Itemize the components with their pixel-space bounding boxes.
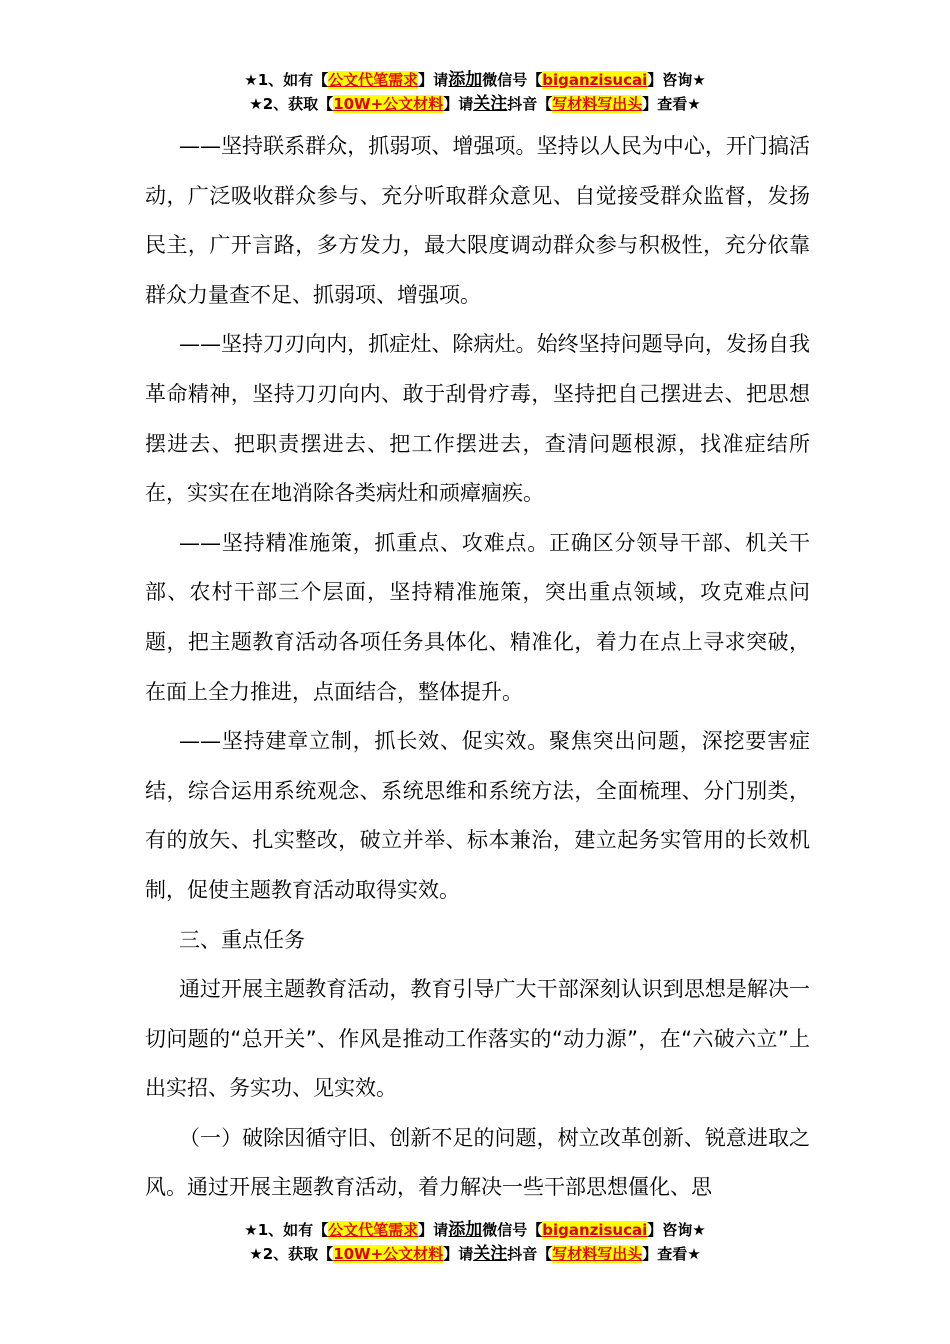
star-icon: ★ — [249, 1245, 263, 1263]
banner-line-1 — [0, 1218, 950, 1242]
highlight-wechat-id: biganzisucai — [542, 71, 648, 89]
banner-text: 】请 — [443, 95, 474, 113]
banner-text: 】咨询 — [647, 1221, 693, 1239]
emphasis-add: 添加 — [448, 1220, 483, 1240]
banner-text: 抖音【 — [507, 95, 553, 113]
banner-text: 】请 — [443, 1245, 474, 1263]
paragraph-principle-masses: ——坚持联系群众，抓弱项、增强项。坚持以人民为中心，开门搞活动，广泛吸收群众参与、充分听取群众意见、自觉接受群众监督，发扬民主，广开言路，多方发力，最大限度调动群众参与积极性，充分依靠群众力量查不足、抓弱项、增强项。 — [145, 134, 810, 307]
banner-text: 1、如有【 — [257, 71, 329, 89]
banner-line-2 — [0, 1242, 950, 1266]
document-body — [145, 122, 810, 1213]
banner-text: 1、如有【 — [257, 1221, 329, 1239]
banner-text: 】请 — [418, 71, 449, 89]
banner-text: 2、获取【 — [262, 95, 334, 113]
header-banner-top — [0, 68, 950, 116]
highlight-materials: 10W+公文材料 — [333, 95, 444, 113]
star-icon: ★ — [692, 71, 706, 89]
star-icon: ★ — [692, 1221, 706, 1239]
highlight-wechat-id: biganzisucai — [542, 1221, 648, 1239]
banner-text: 2、获取【 — [262, 1245, 334, 1263]
header-banner-bottom — [0, 1218, 950, 1266]
banner-text: 】咨询 — [647, 71, 693, 89]
banner-text: 抖音【 — [507, 1245, 553, 1263]
star-icon: ★ — [687, 95, 701, 113]
star-icon: ★ — [249, 95, 263, 113]
banner-text: 】请 — [418, 1221, 449, 1239]
highlight-douyin: 写材料写出头 — [552, 1245, 643, 1263]
paragraph-task-one: （一）破除因循守旧、创新不足的问题，树立改革创新、锐意进取之风。通过开展主题教育活动，着力解决一些干部思想僵化、思 — [145, 1125, 810, 1200]
banner-line-1 — [0, 68, 950, 92]
banner-text: 】查看 — [642, 1245, 688, 1263]
star-icon: ★ — [244, 71, 258, 89]
highlight-service: 公文代笔需求 — [328, 1221, 419, 1239]
emphasis-follow: 关注 — [473, 94, 508, 114]
paragraph-principle-institution: ——坚持建章立制，抓长效、促实效。聚焦突出问题，深挖要害症结，综合运用系统观念、系统思维和系统方法，全面梳理、分门别类，有的放矢、扎实整改，破立并举、标本兼治，建立起务实管用的长效机制，促使主题教育活动取得实效。 — [145, 729, 810, 902]
paragraph-principle-precision: ——坚持精准施策，抓重点、攻难点。正确区分领导干部、机关干部、农村干部三个层面，坚持精准施策，突出重点领域，攻克难点问题，把主题教育活动各项任务具体化、精准化，着力在点上寻求突破，在面上全力推进，点面结合，整体提升。 — [145, 530, 810, 704]
banner-text: 微信号【 — [482, 1221, 543, 1239]
paragraph-key-tasks-intro: 通过开展主题教育活动，教育引导广大干部深刻认识到思想是解决一切问题的“总开关”、作风是推动工作落实的“动力源”，在“六破六立”上出实招、务实功、见实效。 — [145, 977, 810, 1101]
paragraph-principle-self-revolution: ——坚持刀刃向内，抓症灶、除病灶。始终坚持问题导向，发扬自我革命精神，坚持刀刃向内、敢于刮骨疗毒，坚持把自己摆进去、把思想摆进去、把职责摆进去、把工作摆进去，查清问题根源，找准症结所在，实实在在地消除各类病灶和顽瘴痼疾。 — [145, 332, 810, 506]
banner-text: 微信号【 — [482, 71, 543, 89]
banner-line-2 — [0, 92, 950, 116]
emphasis-add: 添加 — [448, 70, 483, 90]
section-heading-key-tasks: 三、重点任务 — [179, 927, 305, 952]
emphasis-follow: 关注 — [473, 1244, 508, 1264]
star-icon: ★ — [244, 1221, 258, 1239]
highlight-douyin: 写材料写出头 — [552, 95, 643, 113]
star-icon: ★ — [687, 1245, 701, 1263]
banner-text: 】查看 — [642, 95, 688, 113]
highlight-service: 公文代笔需求 — [328, 71, 419, 89]
highlight-materials: 10W+公文材料 — [333, 1245, 444, 1263]
